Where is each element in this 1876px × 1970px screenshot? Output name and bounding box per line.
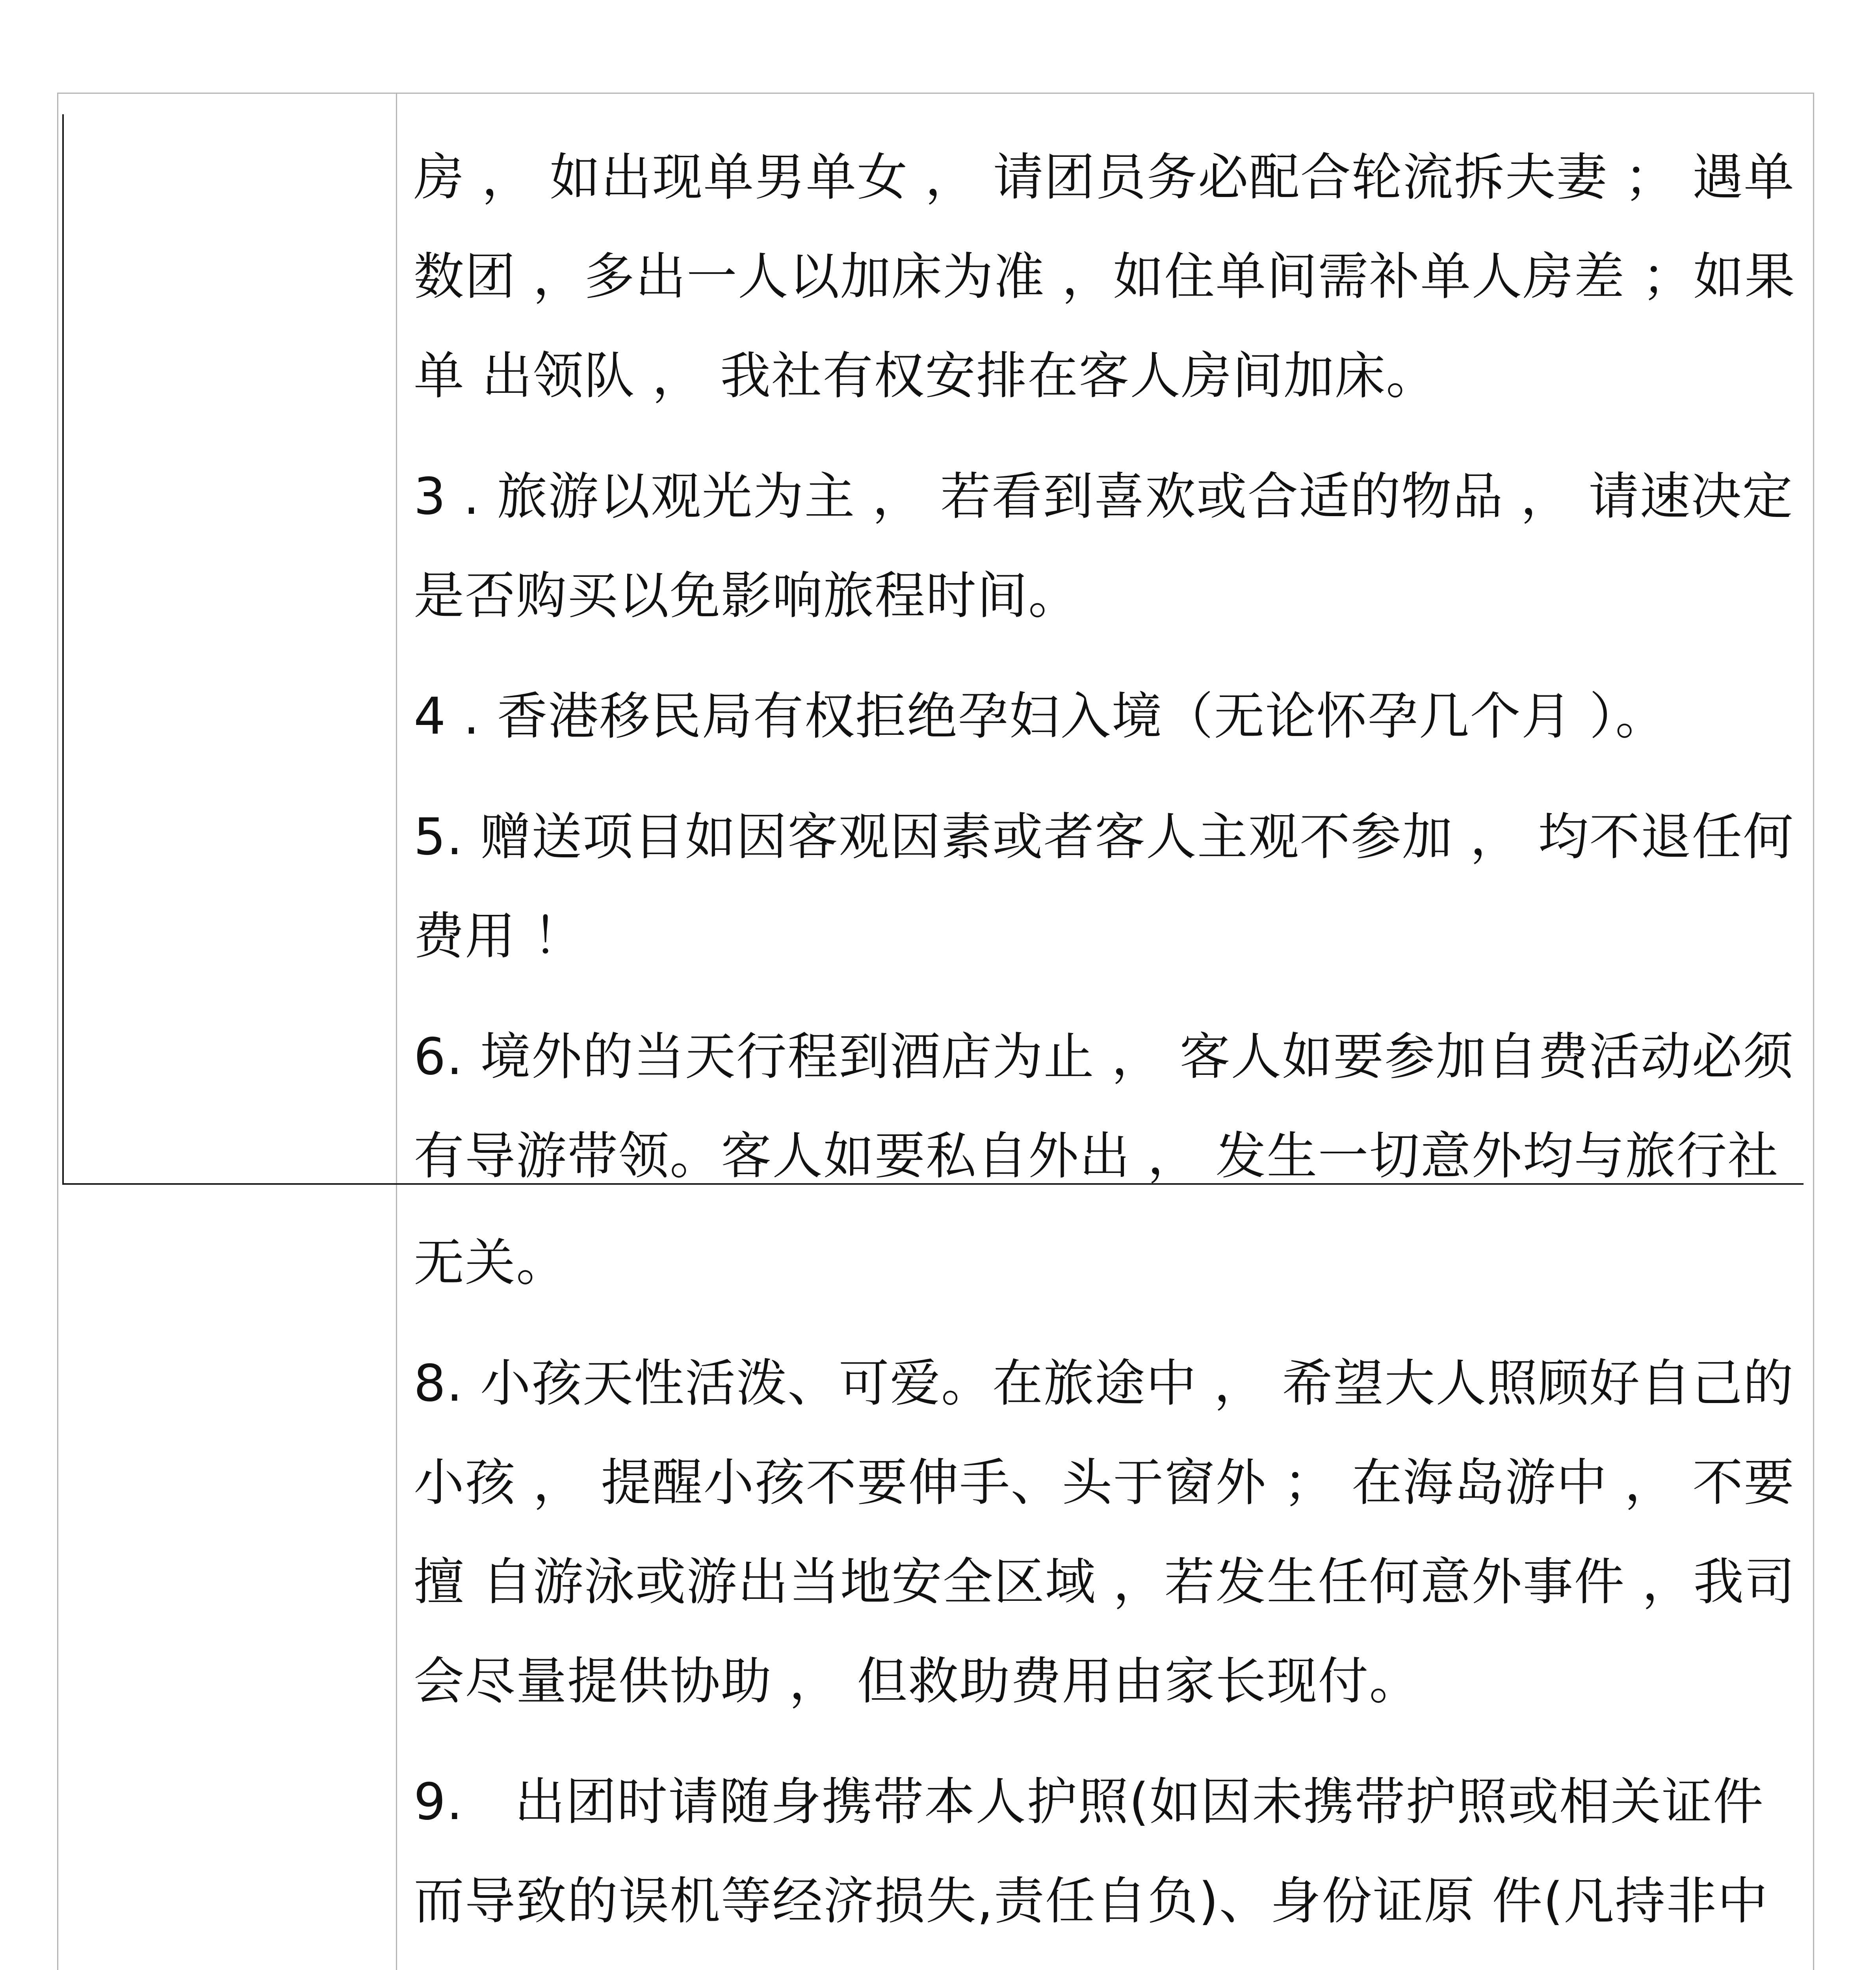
note-paragraph: 3 . 旅游以观光为主 ， 若看到喜欢或合适的物品 ， 请速决定是否购买以免影响旅程时间。 [414, 467, 1794, 625]
column-divider [396, 93, 397, 1970]
note-paragraph: 房 ， 如出现单男单女 ， 请团员务必配合轮流拆夫妻 ； 遇单数团 ，多出一人以加床为准 ，如住单间需补单人房差 ；如果单 出领队 ， 我社有权安排在客人房间加床。 [414, 148, 1796, 405]
notes-cell-1 [414, 128, 1800, 1227]
notes-cell-2 [414, 1214, 1800, 1970]
note-paragraph: 6. 境外的当天行程到酒店为止 ， 客人如要参加自费活动必须有导游带领。客人如要私自外出 ， 发生一切意外均与旅行社 [414, 1028, 1794, 1186]
note-paragraph: 4 . 香港移民局有权拒绝孕妇入境（无论怀孕几个月 ）。 [414, 687, 1667, 746]
row-border-left [62, 114, 64, 1184]
note-paragraph: 5. 赠送项目如因客观因素或者客人主观不参加 ， 均不退任何费用 ！ [414, 808, 1794, 966]
note-paragraph: 9. 出团时请随身携带本人护照(如因未携带护照或相关证件而导致的误机等经济损失,责任自负)、身份证原 件(凡持非中 [414, 1773, 1769, 1931]
note-paragraph: 无关。 [414, 1234, 568, 1292]
note-paragraph: 8. 小孩天性活泼、可爱。在旅途中 ， 希望大人照顾好自己的小孩 ， 提醒小孩不要伸手、头于窗外 ； 在海岛游中 ， 不要擅 自游泳或游出当地安全区域 ，若发生任何意外事件 ，我司会尽量提供协助 ， 但救助费用由家长现付。 [414, 1354, 1796, 1711]
